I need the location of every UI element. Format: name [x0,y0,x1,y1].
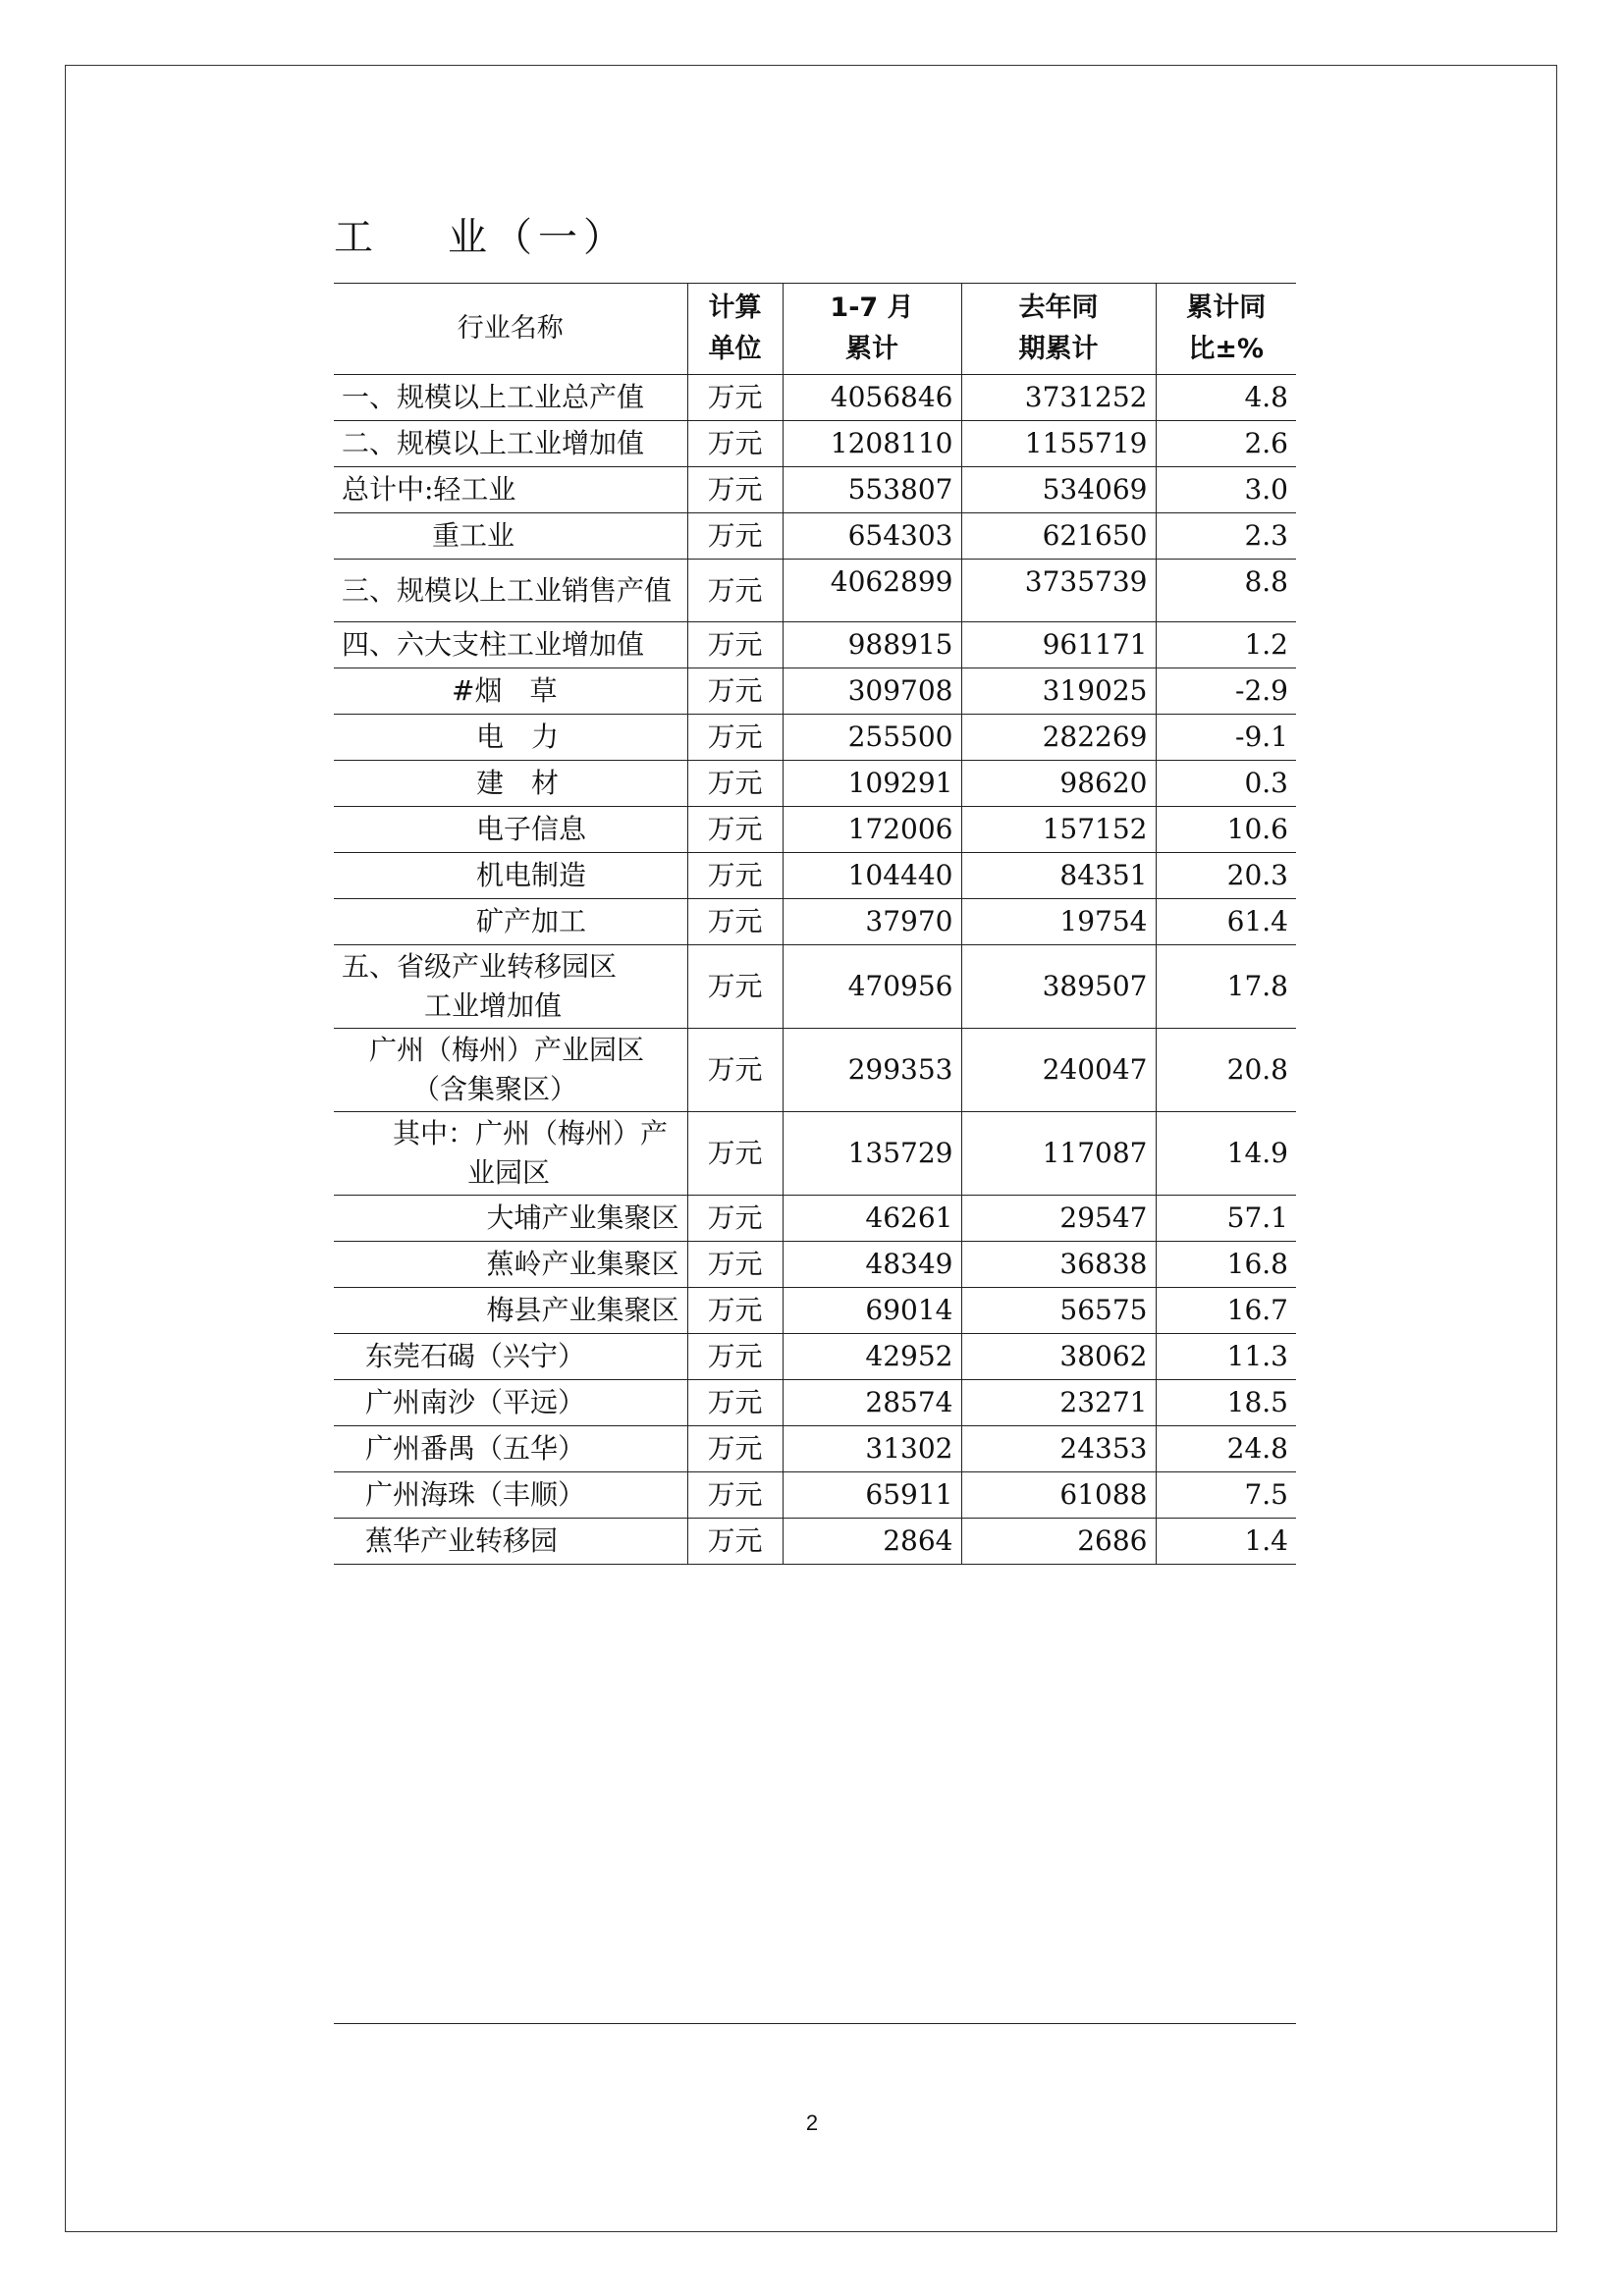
table-row: 一、规模以上工业总产值 万元 4056846 3731252 4.8 [334,375,1296,421]
table-row: 五、省级产业转移园区 工业增加值 万元 470956 389507 17.8 [334,945,1296,1029]
table-row: 其中：广州（梅州）产 业园区 万元 135729 117087 14.9 [334,1112,1296,1196]
table-row: #烟 草 万元 309708 319025 -2.9 [334,668,1296,715]
table-row: 东莞石碣（兴宁） 万元 42952 38062 11.3 [334,1334,1296,1380]
header-change: 累计同 比±% [1156,284,1296,375]
page-title [334,206,962,262]
header-unit: 计算 单位 [687,284,783,375]
header-name: 行业名称 [334,284,687,375]
title-part-1: 工 [334,215,379,260]
title-part-2: 业（一） [448,215,628,260]
table-row: 二、规模以上工业增加值 万元 1208110 1155719 2.6 [334,421,1296,467]
header-current: 1-7 月 累计 [783,284,961,375]
table-row: 蕉华产业转移园 万元 2864 2686 1.4 [334,1519,1296,1565]
table-header-row [334,284,1296,375]
table-row: 蕉岭产业集聚区 万元 48349 36838 16.8 [334,1242,1296,1288]
table-row: 广州海珠（丰顺） 万元 65911 61088 7.5 [334,1472,1296,1519]
table-row: 三、规模以上工业销售产值 万元 4062899 3735739 8.8 [334,560,1296,622]
table-row: 总计中:轻工业 万元 553807 534069 3.0 [334,467,1296,513]
table-row: 建 材 万元 109291 98620 0.3 [334,761,1296,807]
table-row: 电子信息 万元 172006 157152 10.6 [334,807,1296,853]
table-row: 大埔产业集聚区 万元 46261 29547 57.1 [334,1196,1296,1242]
table-row: 广州（梅州）产业园区 （含集聚区） 万元 299353 240047 20.8 [334,1029,1296,1112]
table-row: 矿产加工 万元 37970 19754 61.4 [334,899,1296,945]
table-row: 四、六大支柱工业增加值 万元 988915 961171 1.2 [334,622,1296,668]
page-number: 2 [805,2110,819,2135]
industry-table [334,283,1296,1565]
table-row: 广州南沙（平远） 万元 28574 23271 18.5 [334,1380,1296,1426]
table-row: 重工业 万元 654303 621650 2.3 [334,513,1296,560]
table-row: 电 力 万元 255500 282269 -9.1 [334,715,1296,761]
table-row: 梅县产业集聚区 万元 69014 56575 16.7 [334,1288,1296,1334]
table-row: 机电制造 万元 104440 84351 20.3 [334,853,1296,899]
header-last-year: 去年同 期累计 [961,284,1156,375]
table-row: 广州番禺（五华） 万元 31302 24353 24.8 [334,1426,1296,1472]
footer-rule [334,2023,1296,2024]
